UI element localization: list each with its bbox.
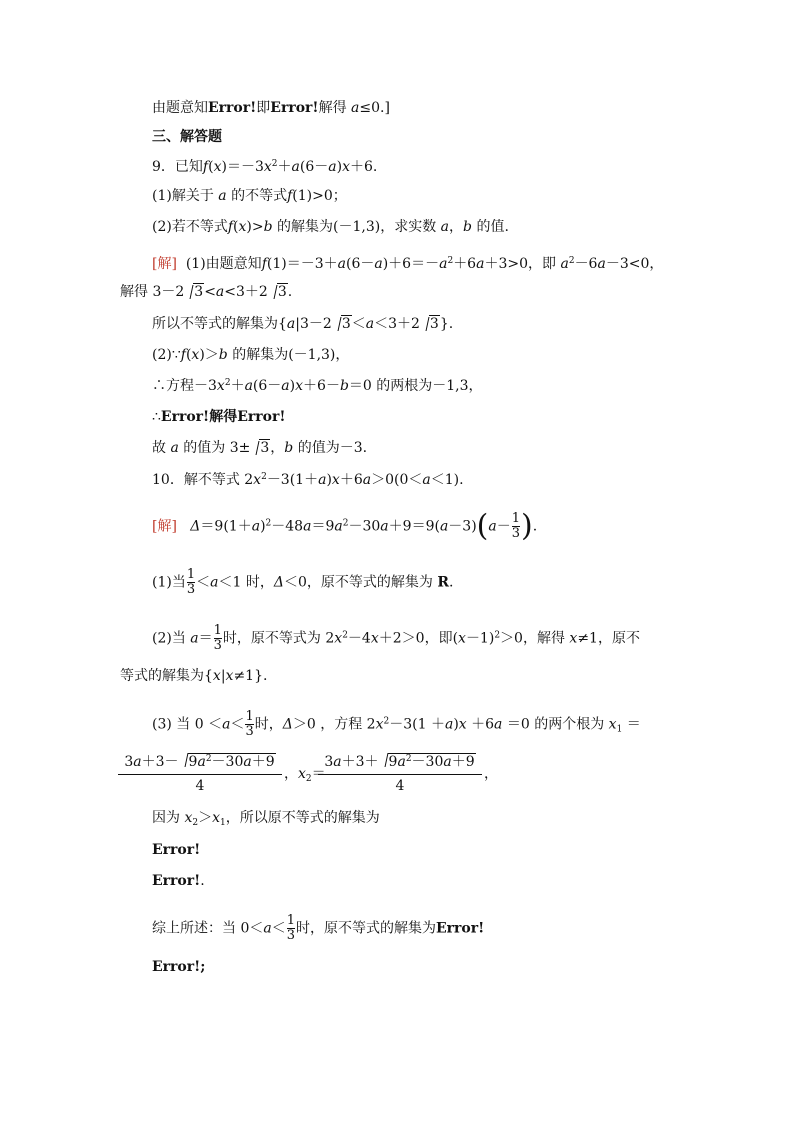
numerator [118,750,282,775]
text: (6－ [252,378,282,394]
subscript: 1 [220,818,226,828]
question-9-part-1 [152,186,347,206]
var: a [133,754,142,770]
var: a [210,574,219,591]
text: . [287,284,293,300]
sqrt-sign [420,314,440,334]
text: (1)＝－3＋ [266,256,338,272]
text: －48 [271,518,304,535]
numerator [318,750,482,775]
text: ＜ [271,920,286,937]
solution-10-line-3 [152,624,640,653]
text: ＜ [351,316,366,332]
solution-tag: [解] [152,518,177,535]
fraction [287,914,295,943]
subscript: 1 [616,724,623,735]
var: a [244,378,253,394]
text: ＝0 的两个根为 [502,716,609,733]
text: <3＋2 [224,284,268,300]
text: 解得 3－2 [120,284,185,300]
numerator: 1 [286,913,295,928]
text: ≠1}. [233,668,268,684]
text: ; [200,959,206,975]
text: |3－2 [295,316,332,332]
text: ＋6 [466,716,495,733]
text: (1)由题意知 [185,256,262,272]
text: | [220,668,226,684]
exp: 2 [265,518,272,529]
text: (2)若不等式 [152,219,228,235]
sqrt-sign [379,750,476,774]
var: a [286,316,296,332]
text: ) [326,472,332,488]
var: a [488,518,497,535]
error-text: Error! [152,959,201,975]
sqrt-sign [179,750,276,774]
text: 10．解不等式 2 [152,472,254,488]
exp: 2 [205,754,212,764]
text: － [496,518,511,535]
var: x [458,716,467,733]
denominator: 3 [245,724,254,739]
text: ＞ [198,810,213,826]
solution-9-line-1 [152,254,663,274]
text: ＞0 ，方程 2 [292,716,376,733]
denominator: 3 [511,526,521,541]
root-x2-fraction [318,750,482,797]
text: 解得 [209,409,238,425]
text: ＋ [277,159,292,175]
radicand: 3 [341,316,351,332]
text: 即 [256,100,271,116]
section-heading: 三、解答题 [152,129,222,145]
var: x [375,716,384,733]
text: －3(1 ＋ [389,716,445,733]
var: x [253,472,262,488]
var: a [263,920,272,937]
text: ( [208,159,214,175]
question-10 [152,470,464,490]
text: ＝ [622,716,641,733]
exp: 2 [342,630,348,641]
var: x [569,630,578,647]
text: ＜3＋2 [374,316,420,332]
text: ＋9 [251,754,275,770]
text: )＞ [199,347,219,363]
var: a [362,472,372,488]
var: a [218,188,227,204]
text: ＞0，解得 [500,630,570,647]
text: ＋3>0，即 [484,256,561,272]
var: a [333,754,342,770]
var: x [295,378,304,394]
var: x [342,159,350,175]
solution-10-line-5 [152,710,641,739]
var: x [238,219,247,235]
var: a [318,472,327,488]
var: x [263,159,272,175]
subscript: 2 [305,774,312,784]
text: 由题意知 [152,100,208,116]
text: (1)当 [152,574,186,591]
text-line [152,98,390,118]
text: ＋6 [453,256,477,272]
solution-10-line-7 [152,808,380,828]
text: ≠1，原不 [577,630,640,647]
var: f [261,256,267,272]
radicand: 3 [260,440,270,456]
solution-10-line-2 [152,568,453,597]
radicand: 3 [194,284,204,300]
text: )＋6＝－ [382,256,440,272]
exp: 2 [271,159,278,169]
var: a [439,518,449,535]
text: 9 [388,754,398,770]
var: x [331,472,340,488]
text: < [204,284,216,300]
text: －4 [347,630,371,647]
var: a [243,754,252,770]
exp: 2 [568,256,575,266]
text: 的值. [472,219,509,235]
denominator: 3 [186,582,196,597]
text: ， [449,219,464,235]
solution-10-line-9 [152,871,205,891]
text: ) [453,716,459,733]
exp: 2 [342,518,349,529]
text: 的解集为(－1,3)，求实数 [272,219,441,235]
text: 时，原不等式的解集为 [296,920,436,937]
var: a [476,256,485,272]
exp: 2 [494,630,501,641]
text: －1) [465,630,495,647]
var: Δ [282,716,293,733]
var: f [180,347,186,363]
solution-9-line-6 [152,407,286,427]
text: －30 [211,754,244,770]
text: －3(1＋ [266,472,319,488]
var: x [298,766,306,782]
text: 所以不等式的解集为{ [152,316,287,332]
text: ＋6－ [303,378,340,394]
var: b [263,219,273,235]
var: f [202,159,209,175]
solution-9-line-2 [120,282,292,302]
numerator: 1 [213,623,222,638]
text: (2)当 [152,630,191,647]
text: 9 [188,754,198,770]
text: 9．已知 [152,159,203,175]
text: 解得 [318,100,352,116]
var: x [225,668,234,684]
text: R [437,574,449,591]
solution-10-line-11 [152,957,205,977]
text: ＜1 时， [218,574,274,591]
radicand: 3 [277,284,287,300]
text: ≤0.] [359,100,390,116]
text: －3<0， [605,256,664,272]
var: a [334,518,343,535]
var: a [397,754,406,770]
text: 的值为 3± [178,440,251,456]
text: (1)解关于 [152,188,219,204]
text: 时， [254,716,283,733]
exp: 2 [383,716,390,727]
text: . [532,518,538,535]
text: ＝9(1＋ [200,518,252,535]
text: ＜1). [430,472,464,488]
text: )> [246,219,264,235]
var: a [170,440,179,456]
text: }. [439,316,454,332]
fraction [187,568,195,597]
text: 的不等式 [226,188,288,204]
var: a [291,159,300,175]
text: ＝0 的两根为－1,3， [348,378,483,394]
sqrt-sign [184,282,204,302]
error-text: Error! [270,100,319,116]
var: x [216,378,225,394]
numerator: 1 [511,511,521,526]
text: 的值为－3. [293,440,368,456]
text: (6－ [345,256,375,272]
solution-9-line-5 [152,376,483,396]
var: a [444,716,454,733]
numerator: 1 [186,567,196,582]
text: ＋3－ [141,754,179,770]
var: x [191,347,200,363]
text: －6 [574,256,598,272]
text: )＝－3 [221,159,264,175]
denominator: 3 [286,928,295,943]
numerator: 1 [245,709,254,724]
var: a [597,256,606,272]
solution-9-line-7 [152,438,367,458]
var: x [213,159,222,175]
text: . [448,574,454,591]
error-text: Error! [152,873,201,889]
var: x [334,630,343,647]
text: 等式的解集为{ [120,668,213,684]
text: ＋9＝9( [388,518,440,535]
subscript: 2 [192,818,199,828]
exp: 2 [447,256,454,266]
var: a [351,100,360,116]
var: a [374,256,383,272]
solution-tag: [解] [152,256,177,272]
denominator: 3 [213,638,222,653]
root-x1-fraction [118,750,282,797]
fraction [245,710,253,739]
var: a [380,518,389,535]
error-text: Error! [208,100,257,116]
question-9-part-2 [152,217,509,237]
text: ＋9 [451,754,475,770]
exp: 2 [224,378,231,388]
text: 时，原不等式为 2 [222,630,335,647]
error-text: Error! [237,409,286,425]
text: ＜0，原不等式的解集为 [283,574,438,591]
text: 3 [124,754,134,770]
text: (6－ [299,159,329,175]
solution-9-line-4 [152,345,349,365]
text: 故 [152,440,171,456]
text: 综上所述：当 0＜ [152,920,264,937]
text: ∴ [152,409,161,425]
var: x [212,668,221,684]
error-text: Error! [436,920,485,937]
text: ＋3＋ [341,754,379,770]
text: . [200,873,205,889]
var: b [463,219,472,235]
var: a [215,284,225,300]
text: ＞0(0＜ [371,472,423,488]
var: a [251,518,261,535]
denominator: 4 [395,778,405,794]
root-end: ， [484,766,498,782]
var: x [184,810,193,826]
text: ， [270,440,285,456]
text: －30 [348,518,381,535]
text: ，所以原不等式的解集为 [225,810,380,826]
var: a [443,754,452,770]
text: ) [260,518,266,535]
var: a [281,378,290,394]
text: ＝ [311,766,326,782]
var: a [422,472,431,488]
var: a [190,630,199,647]
text: ＝ [198,630,213,647]
var: Δ [190,518,201,535]
var: a [222,716,231,733]
error-text: Error! [160,409,210,425]
text: ＋6. [349,159,378,175]
var: f [227,219,234,235]
var: b [339,378,349,394]
var: x [458,630,466,647]
var: x [212,810,220,826]
text: ＋2＞0，即( [378,630,459,647]
var: a [439,256,448,272]
text: －3) [448,518,477,535]
solution-10-line-1 [152,508,538,544]
error-text: Error! [152,842,201,858]
text: ) [289,378,296,394]
var: b [218,347,228,363]
var: Δ [273,574,284,591]
question-9 [152,157,377,177]
var: b [284,440,294,456]
exp: 2 [405,754,412,764]
var: a [197,754,206,770]
text: ) [336,159,343,175]
text: ( [185,347,192,363]
sqrt-sign [332,314,352,334]
var: a [440,219,450,235]
var: a [328,159,337,175]
var: x [370,630,379,647]
sqrt-sign [250,438,270,458]
text: ＜ [230,716,245,733]
var: a [337,256,346,272]
fraction [512,512,520,541]
text: 的解集为(－1,3)， [227,347,350,363]
var: a [494,716,503,733]
var: x [608,716,617,733]
text: ∴方程－3 [152,378,217,394]
solution-10-line-4 [120,666,267,686]
fraction [214,624,222,653]
text: 因为 [152,810,185,826]
text: ( [233,219,239,235]
right-paren: ) [521,508,533,544]
var: a [303,518,312,535]
text: ＜ [196,574,211,591]
text: (3) 当 0 ＜ [152,716,223,733]
left-paren: ( [476,508,489,544]
text: (1)>0； [292,188,347,204]
text: ＋ [230,378,245,394]
sqrt-sign [268,282,288,302]
var: f [287,188,293,204]
exp: 2 [261,472,267,482]
text: ＋6 [339,472,363,488]
text: ， [284,766,298,782]
text: ＝9 [311,518,335,535]
text: 3 [324,754,334,770]
solution-10-line-10 [152,914,484,943]
text: －30 [411,754,444,770]
solution-9-line-3 [152,314,453,334]
text: (2)∵ [152,347,181,363]
radicand: 3 [429,316,439,332]
denominator: 4 [195,778,205,794]
var: a [560,256,569,272]
var: a [365,316,375,332]
